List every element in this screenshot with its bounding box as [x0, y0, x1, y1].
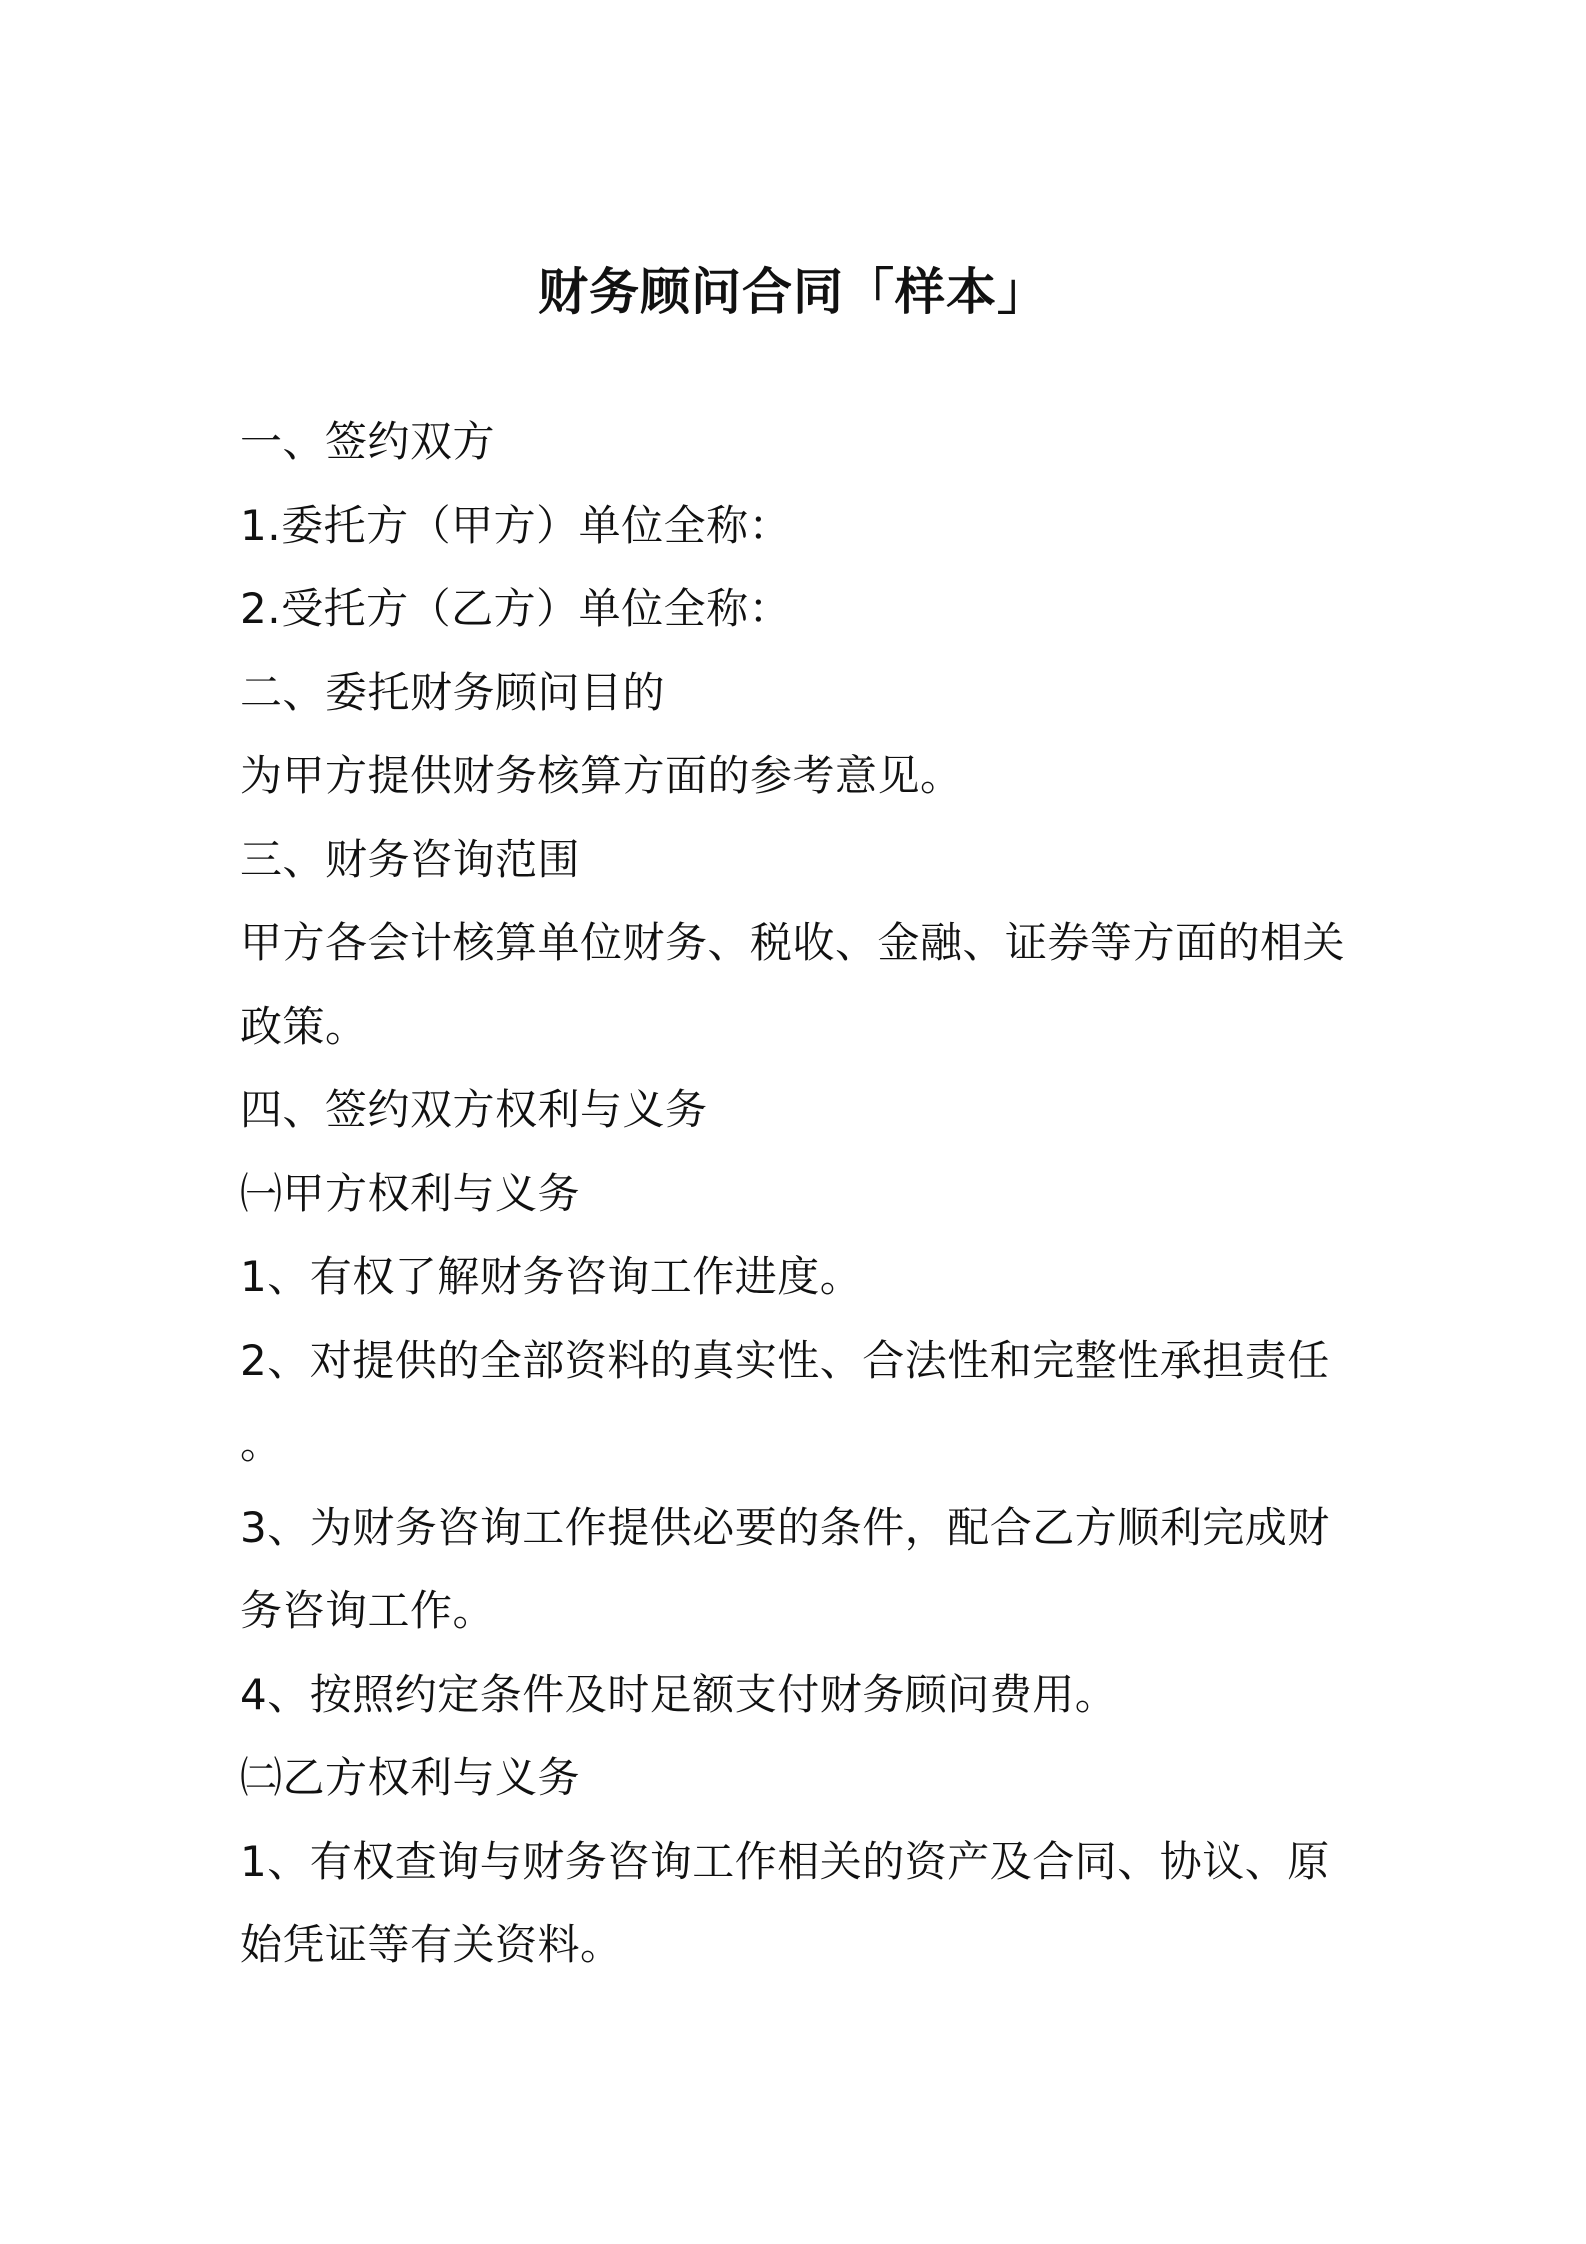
party-a-line: 1.委托方（甲方）单位全称： — [240, 500, 792, 550]
purpose-text: 为甲方提供财务核算方面的参考意见。 — [240, 751, 963, 800]
party-a-clause-1: 1、有权了解财务咨询工作进度。 — [240, 1252, 863, 1301]
party-a-clause-4: 4、按照约定条件及时足额支付财务顾问费用。 — [240, 1669, 1118, 1719]
scope-text-line-2: 政策。 — [240, 1001, 368, 1051]
subheading-party-b: ㈡乙方权利与义务 — [240, 1753, 581, 1802]
party-a-clause-3-line-2: 务咨询工作。 — [240, 1586, 496, 1635]
section-heading-scope: 三、财务咨询范围 — [240, 834, 581, 884]
section-heading-parties: 一、签约双方 — [240, 417, 496, 466]
party-b-clause-1-line-1: 1、有权查询与财务咨询工作相关的资产及合同、协议、原 — [240, 1836, 1330, 1886]
document-body — [240, 400, 1360, 1987]
party-a-clause-2-line-1: 2、对提供的全部资料的真实性、合法性和完整性承担责任 — [240, 1335, 1330, 1385]
section-heading-purpose: 二、委托财务顾问目的 — [240, 667, 666, 717]
scope-text-line-1: 甲方各会计核算单位财务、税收、金融、证券等方面的相关 — [240, 918, 1346, 967]
section-heading-rights: 四、签约双方权利与义务 — [240, 1085, 708, 1134]
party-b-clause-1-line-2: 始凭证等有关资料。 — [240, 1920, 623, 1969]
party-a-clause-3-line-1: 3、为财务咨询工作提供必要的条件，配合乙方顺利完成财 — [240, 1502, 1330, 1552]
party-b-line: 2.受托方（乙方）单位全称： — [240, 584, 792, 633]
party-a-clause-2-line-2: 。 — [240, 1419, 283, 1468]
document-title: 财务顾问合同「样本」 — [538, 263, 1048, 321]
subheading-party-a: ㈠甲方权利与义务 — [240, 1168, 581, 1218]
